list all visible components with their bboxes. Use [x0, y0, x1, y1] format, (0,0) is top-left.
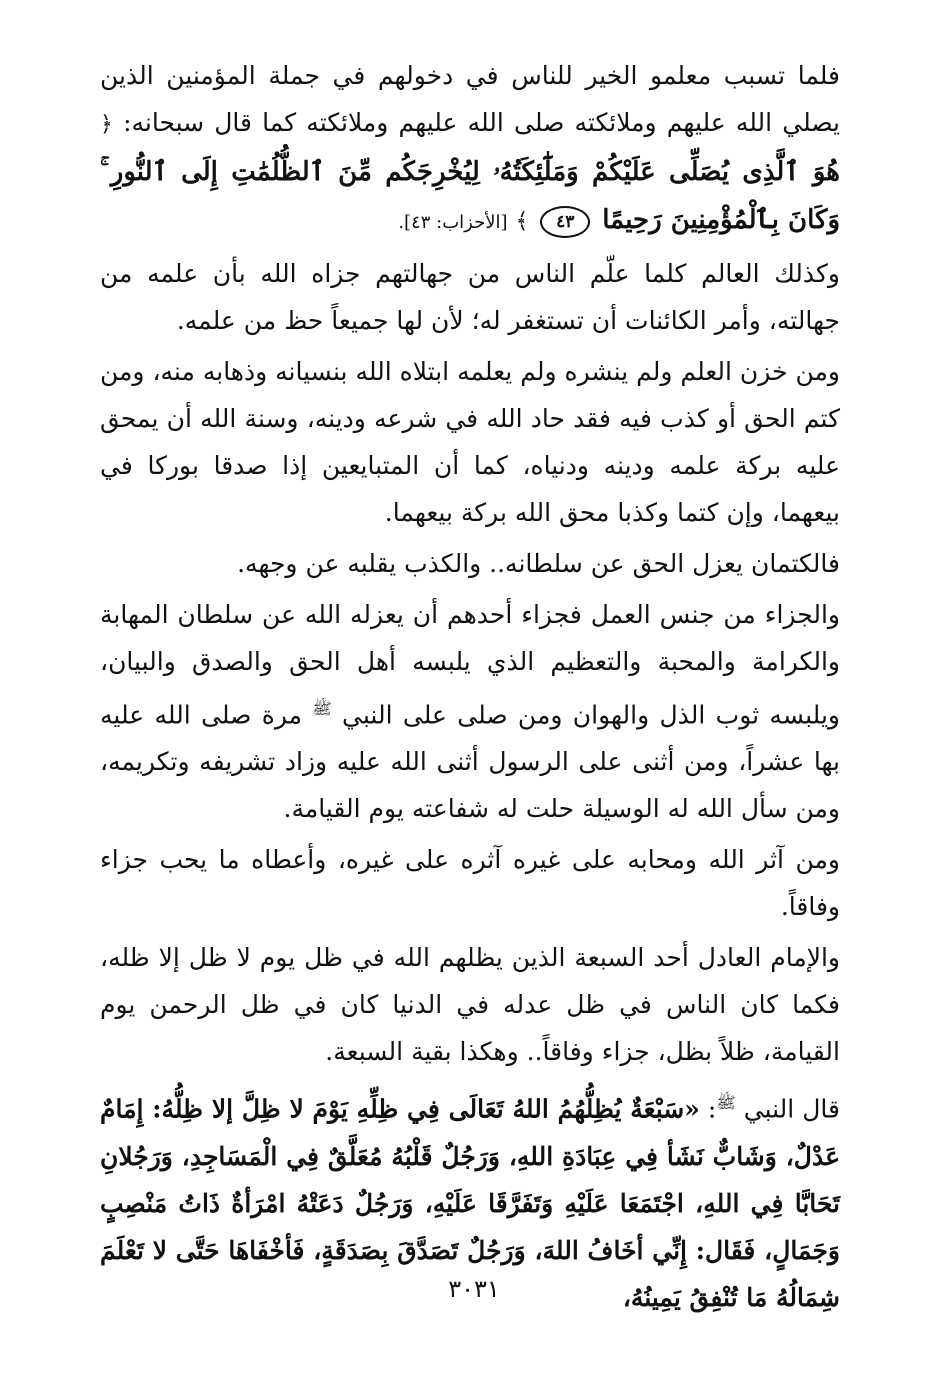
- paragraph-text-before: والجزاء من جنس العمل فجزاء أحدهم أن يعزله الله عن سلطان المهابة والكرامة والمحبة والتعظيم الذي يلبسه أهل الحق والصدق والبيان، ويلبسه ثوب الذل والهوان ومن صلى على النبي: [100, 600, 840, 730]
- verse-reference: [الأحزاب: ٤٣].: [398, 212, 508, 233]
- hadith-text: «سَبْعَةٌ يُظِلُّهُمُ اللهُ تَعَالَى فِي ظِلِّهِ يَوْمَ لا ظِلَّ إلا ظِلُّهُ: إِمَامٌ عَدْلٌ، وَشَابٌّ نَشَأ فِي عِبَادَةِ اللهِ، وَرَجُلٌ قَلْبُهُ مُعَلَّقٌ فِي الْمَسَاجِدِ، وَرَجُلانِ تَحَابَّا فِي اللهِ، اجْتَمَعَا عَلَيْهِ وَتَفَرَّقَا عَلَيْهِ، وَرَجُلٌ دَعَتْهُ امْرَأةٌ ذَاتُ مَنْصِبٍ وَجَمَالٍ، فَقَال: إِنِّي أخَافُ اللهَ، وَرَجُلٌ تَصَدَّقَ بِصَدَقَةٍ، فَأخْفَاهَا حَتَّى لا تَعْلَمَ شِمَالُهُ مَا تُنْفِقُ يَمِينُهُ،: [100, 1094, 840, 1312]
- paragraph-hiding-knowledge: ومن خزن العلم ولم ينشره ولم يعلمه ابتلاه الله بنسيانه وذهابه منه، ومن كتم الحق أو كذب فيه فقد حاد الله في شرعه ودينه، وسنة الله أن يمحق عليه بركة علمه ودينه ودنياه، كما أن المتبايعين إذا صدقا بوركا في بيعهما، وإن كتما وكذبا محق الله بركة بيعهما.: [100, 357, 840, 527]
- paragraph-text-after: مرة صلى الله عليه بها عشراً، ومن أثنى على الرسول أثنى الله عليه وزاد تشريفه وتكريمه، ومن سأل الله له الوسيلة حلت له شفاعته يوم القيامة.: [100, 700, 840, 824]
- paragraph-lead: فلما تسبب معلمو الخير للناس في دخولهم في جملة المؤمنين الذين يصلي الله عليهم وملائكته صلى الله عليهم وملائكته كما قال سبحانه:: [100, 61, 840, 137]
- hadith-colon: :: [707, 1094, 717, 1124]
- paragraph-scholar: وكذلك العالم كلما علّم الناس من جهالتهم جزاه الله بأن علمه من جهالته، وأمر الكائنات أن تستغفر له؛ لأن لها جميعاً حظ من علمه.: [100, 259, 840, 335]
- page-number: ٣٠٣١: [448, 1275, 500, 1303]
- paragraph-concealment: فالكتمان يعزل الحق عن سلطانه.. والكذب يقلبه عن وجهه.: [237, 549, 840, 578]
- verse-number-badge: ٤٣: [540, 206, 590, 238]
- quran-verse: هُوَ ٱلَّذِى يُصَلِّى عَلَيْكُمْ وَمَلَٰٓئِكَتُهُۥ لِيُخْرِجَكُم مِّنَ ٱلظُّلُمَٰتِ إِلَى ٱلنُّورِ ۚ وَكَانَ بِٱلْمُؤْمِنِينَ رَحِيمًا: [100, 157, 840, 235]
- quran-open-bracket: ﴿: [100, 112, 113, 137]
- paragraph-quran-citation: [100, 52, 840, 246]
- paragraph-recompense: [100, 591, 840, 832]
- salutation-glyph: ﷺ: [312, 699, 332, 718]
- page-body: [100, 52, 840, 1321]
- paragraph-just-imam: والإمام العادل أحد السبعة الذين يظلهم الله في ظل يوم لا ظل إلا ظله، فكما كان الناس في ظل عدله في الدنيا كان في ظل الرحمن يوم القيامة، ظلاً بظل، جزاء وفاقاً.. وهكذا بقية السبعة.: [100, 943, 840, 1067]
- hadith-lead: قال النبي: [743, 1094, 840, 1124]
- quran-close-bracket: ﴾: [515, 209, 529, 234]
- paragraph-preference: ومن آثر الله ومحابه على غيره آثره على غيره، وأعطاه ما يحب جزاء وفاقاً.: [100, 845, 840, 922]
- salutation-glyph: ﷺ: [716, 1093, 736, 1113]
